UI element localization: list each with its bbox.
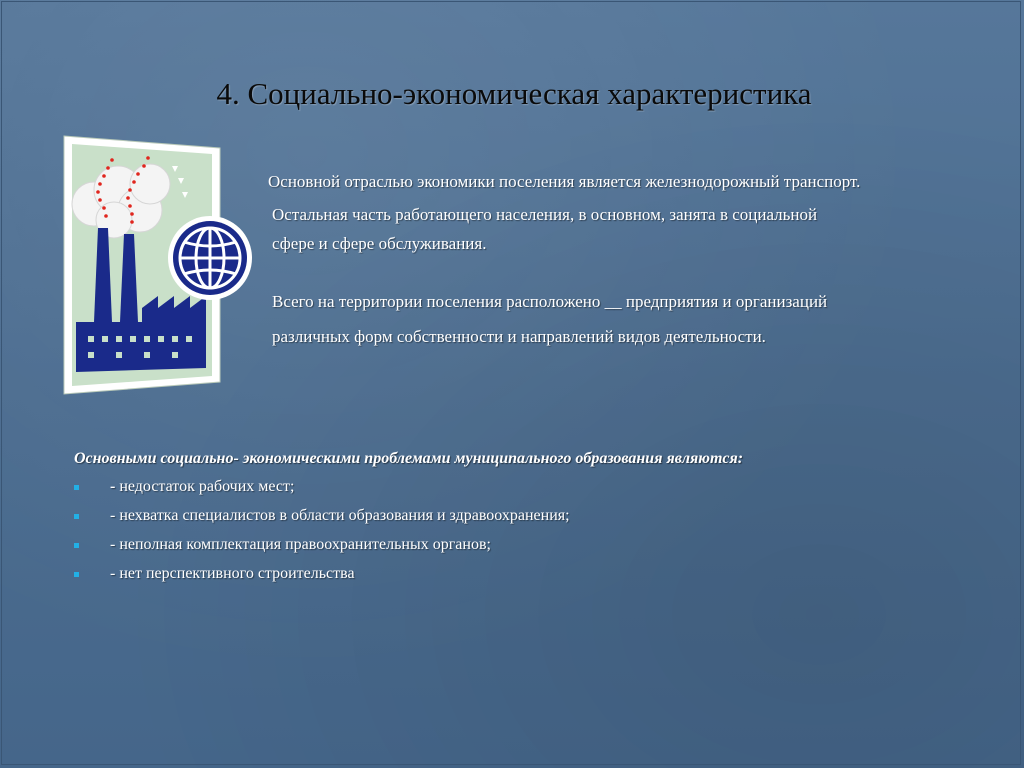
slide [1,1,1021,765]
list-item [74,478,570,507]
paragraph-economy: Основной отраслью экономики поселения является железнодорожный транспорт. [268,172,861,191]
bullet-text: недостаток рабочих мест; [119,478,295,495]
problems-heading: Основными социально- экономическими проблемами муниципального образования являются: [74,450,744,467]
square-bullet-icon [74,572,79,577]
bullet-text: - нет перспективного строительства [110,565,355,582]
list-item [74,536,570,565]
paragraph-employment-line-2: сфере и сфере обслуживания. [272,234,487,253]
square-bullet-icon [74,514,79,519]
paragraph-enterprises-line-1: Всего на территории поселения расположено __ предприятия и организаций [272,292,828,311]
list-item [74,565,570,594]
bullet-text: - нехватка специалистов в области образования и здравоохранения; [110,507,570,524]
bullet-text: - неполная комплектация правоохранительных органов; [110,536,491,553]
problems-list [74,478,570,594]
factory-globe-icon [58,132,258,397]
square-bullet-icon [74,543,79,548]
bullet-dash: - [110,478,116,495]
list-item [74,507,570,536]
paragraph-enterprises-line-2: различных форм собственности и направлений видов деятельности. [272,327,766,346]
paragraph-employment-line-1: Остальная часть работающего населения, в основном, занята в социальной [272,205,818,224]
slide-title: 4. Социально-экономическая характеристика [216,76,812,111]
square-bullet-icon [74,485,79,490]
